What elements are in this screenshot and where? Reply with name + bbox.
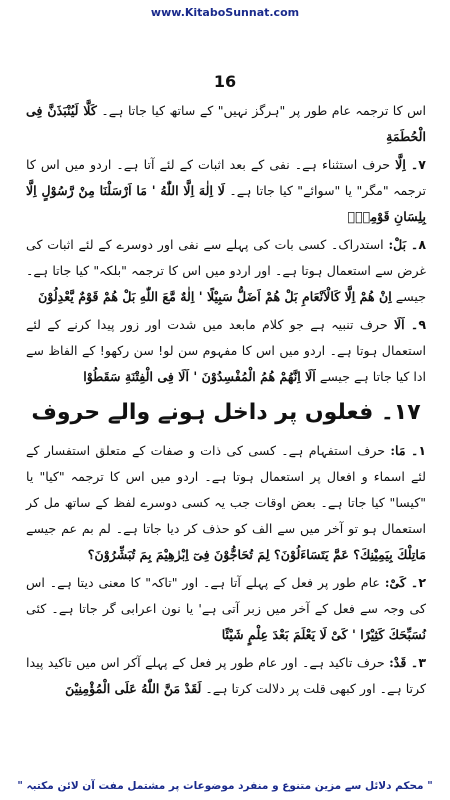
term-word: اِلَّا	[395, 157, 406, 172]
arabic-quote: نُسَبِّحَكَ كَثِيْرًا ' كَىْ لَا يَعْلَمَ بَعْدَ عِلْمٍ شَيْئًا	[221, 627, 426, 642]
item-number: ۲۔	[410, 575, 426, 590]
term-word: بَلْ:	[388, 237, 407, 252]
item-number: ۳۔	[410, 655, 426, 670]
paragraph-text: حرف استفہام ہے۔ کسی کی ذات و صفات کے متعلق استفسار کے لئے اسماء و افعال پر استعمال ہوتا ہے۔ اردو میں اس کا ترجمہ "کیا" یا "کیسا" کیا جاتا ہے۔ بعض اوقات جب یہ کسی دوسرے لفظ کے ساتھ مل کر استعمال ہو تو آخر میں سے الف کو حذف کر دیا جاتا ہے۔ لم بم عم جیسے	[26, 443, 426, 536]
page-body	[26, 98, 426, 704]
paragraph-text: عام طور پر فعل کے پہلے آتا ہے۔ اور "تاکہ" کا معنی دیتا ہے۔ اس کی وجہ سے فعل کے آخر میں زبر آتی ہے' یا نون اعرابی گر جاتا ہے۔ کئی	[26, 575, 426, 616]
paragraph-text: استدراک۔ کسی بات کی پہلے سے نفی اور دوسرے کے لئے اثبات کی غرض سے استعمال ہوتا ہے۔ اور اردو میں اس کا ترجمہ "بلکہ" کیا جاتا ہے۔ جیسے	[26, 237, 426, 304]
arabic-quote: لَا اِلٰهَ اِلَّا اللّٰهُ ' مَا اَرْسَلْنَا مِنْ رَّسُوْلٍ اِلَّا بِلِسَانِ قَوْمِهٖ۔	[26, 183, 426, 224]
paragraph	[26, 98, 426, 150]
item-number: ۱۔	[410, 443, 427, 458]
arabic-quote: كَلَّا لَيُنْبَذَنَّ فِى الْحُطَمَةِ	[26, 103, 426, 144]
paragraph-text: اس کا ترجمہ عام طور پر "ہرگز نہیں" کے ساتھ کیا جاتا ہے۔	[96, 103, 426, 118]
item-number: ۸۔	[410, 237, 426, 252]
page-number: 16	[213, 72, 237, 91]
term-word: اَلَا	[393, 317, 405, 332]
term-word: مَا:	[390, 443, 406, 458]
site-url[interactable]: www.KitaboSunnat.com	[150, 6, 300, 19]
paragraph	[26, 570, 426, 648]
paragraph	[26, 312, 426, 390]
paragraph-text: حرف تنبیہ ہے جو کلام مابعد میں شدت اور زور پیدا کرنے کے لئے استعمال ہوتا ہے۔ اردو میں اس کا مفہوم سن لو! سن رکھو! کے الفاظ سے ادا کیا جاتا ہے جیسے	[26, 317, 426, 384]
arabic-quote: اَلَا اِنَّهُمْ هُمُ الْمُفْسِدُوْنَ ' اَلَا فِى الْفِتْنَةِ سَقَطُوْا	[83, 369, 316, 384]
section-heading: ۱۷۔ فعلوں پر داخل ہونے والے حروف	[31, 400, 421, 425]
footer-tagline: " محکم دلائل سے مزین متنوع و منفرد موضوعات پر مشتمل مفت آن لائن مکتبہ "	[17, 780, 433, 792]
paragraph	[26, 152, 426, 230]
paragraph	[26, 650, 426, 702]
item-number: ۷۔	[410, 157, 426, 172]
term-word: قَدْ:	[389, 655, 407, 670]
paragraph	[26, 438, 426, 568]
paragraph-text: حرف تاکید ہے۔ اور عام طور پر فعل کے پہلے آکر اس میں تاکید پیدا کرتا ہے۔ اور کبھی قلت پر دلالت کرتا ہے۔	[26, 655, 426, 696]
paragraph	[26, 232, 426, 310]
term-word: كَىْ:	[384, 575, 407, 590]
item-number: ۹۔	[410, 317, 426, 332]
arabic-quote: لَقَدْ مَنَّ اللّٰهُ عَلَى الْمُؤْمِنِيْنَ	[65, 681, 202, 696]
paragraph-text: حرف استثناء ہے۔ نفی کے بعد اثبات کے لئے آتا ہے۔ اردو میں اس کا ترجمہ "مگر" یا "سوائے" کیا جاتا ہے۔	[26, 157, 426, 198]
arabic-quote: مَاتِلْكَ بِيَمِيْنِكَ؟ عَمَّ يَتَسَاءَلُوْنَ؟ لِمَ تُحَاجُّوْنَ فِىٓ اِبْرٰهِيْمَ بِمَ تُبَشِّرُوْنَ؟	[87, 547, 426, 562]
arabic-quote: اِنْ هُمْ اِلَّا كَالْاَنْعَامِ بَلْ هُمْ اَضَلُّ سَبِيْلًا ' اِلٰهٌ مَّعَ اللّٰهِ بَلْ هُمْ قَوْمٌ يَّعْدِلُوْنَ	[38, 289, 392, 304]
